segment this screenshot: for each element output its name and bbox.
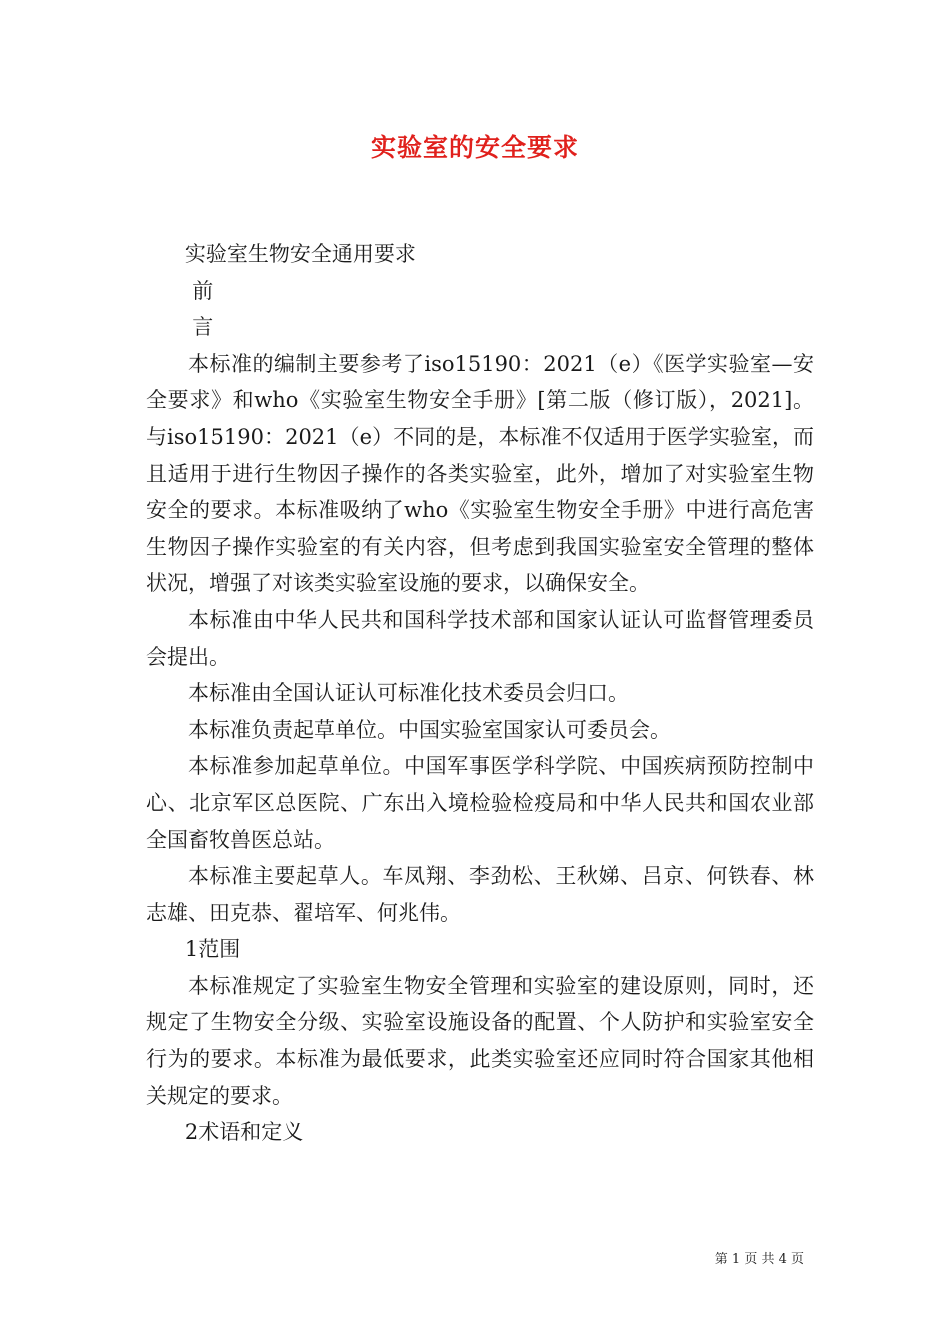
paragraph-centralized: 本标准由全国认证认可标准化技术委员会归口。 — [188, 681, 629, 706]
page-number: 第 1 页 共 4 页 — [714, 1252, 804, 1267]
preface-heading-line1: 前 — [192, 278, 214, 303]
paragraph-participating-drafters: 本标准参加起草单位。中国军事医学科学院、中国疾病预防控制中心、北京军区总医院、广东出入境检验检疫局和中华人民共和国农业部全国畜牧兽医总站。 — [146, 754, 814, 852]
paragraph-references: 本标准的编制主要参考了iso15190：2021（e）《医学实验室—安全要求》和who《实验室生物安全手册》[第二版（修订版），2021]。与iso15190：2021（e）不同的是，本标准不仅适用于医学实验室，而且适用于进行生物因子操作的各类实验室，此外，增加了对实验室生物安全的要求。本标准吸纳了who《实验室生物安全手册》中进行高危害生物因子操作实验室的有关内容，但考虑到我国实验室安全管理的整体状况，增强了对该类实验室设施的要求，以确保安全。 — [146, 351, 814, 596]
document-title: 实验室的安全要求 — [370, 133, 579, 162]
section-heading-terms: 2术语和定义 — [184, 1120, 304, 1145]
paragraph-lead-drafter: 本标准负责起草单位。中国实验室国家认可委员会。 — [188, 717, 671, 742]
document-subtitle: 实验室生物安全通用要求 — [184, 242, 416, 266]
preface-heading-line2: 言 — [192, 315, 214, 340]
paragraph-scope: 本标准规定了实验室生物安全管理和实验室的建设原则，同时，还规定了生物安全分级、实验室设施设备的配置、个人防护和实验室安全行为的要求。本标准为最低要求，此类实验室还应同时符合国家其他相关规定的要求。 — [146, 973, 814, 1108]
paragraph-proposer: 本标准由中华人民共和国科学技术部和国家认证认可监督管理委员会提出。 — [146, 607, 814, 669]
document-body — [146, 236, 814, 1151]
paragraph-main-drafters: 本标准主要起草人。车凤翔、李劲松、王秋娣、吕京、何铁春、林志雄、田克恭、翟培军、何兆伟。 — [146, 864, 814, 925]
section-heading-scope: 1范围 — [184, 937, 241, 962]
